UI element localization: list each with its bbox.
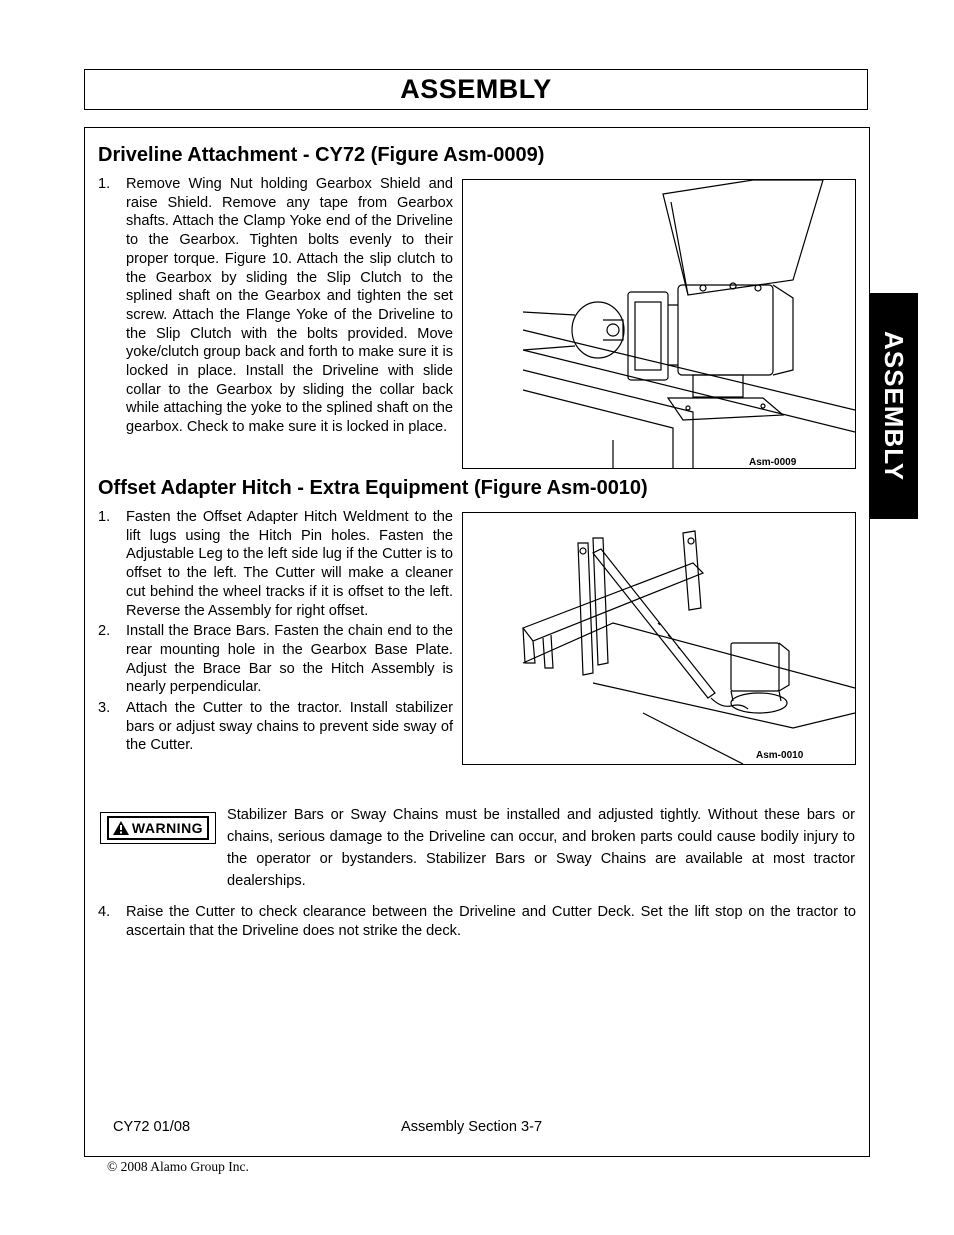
- warning-badge-label: WARNING: [131, 820, 204, 836]
- warning-triangle-icon: [113, 821, 129, 835]
- side-tab-label: ASSEMBLY: [879, 330, 909, 482]
- list-item: [98, 622, 453, 697]
- list-item: [98, 508, 453, 620]
- copyright: © 2008 Alamo Group Inc.: [107, 1159, 249, 1174]
- step-text: Attach the Cutter to the tractor. Install stabilizer bars or adjust sway chains to prevent side sway of the Cutter.: [126, 700, 453, 754]
- section2-steps: [98, 508, 453, 755]
- offset-hitch-illustration: [463, 513, 855, 764]
- list-item: [98, 699, 453, 755]
- warning-badge: [100, 812, 216, 844]
- step-text: Raise the Cutter to check clearance between the Driveline and Cutter Deck. Set the lift stop on the tractor to ascertain that the Driveline does not strike the deck.: [126, 904, 856, 939]
- figure-label: Asm-0009: [749, 457, 797, 468]
- page-header-title: ASSEMBLY: [400, 74, 552, 104]
- footer-model-date: CY72 01/08: [113, 1119, 191, 1135]
- gearbox-driveline-illustration: [463, 180, 855, 468]
- warning-text: Stabilizer Bars or Sway Chains must be installed and adjusted tightly. Without these bars or chains, serious damage to the Driveline can occur, and broken parts could cause bodily injury to the operator or bystanders. Stabilizer Bars or Sway Chains are available at most tractor dealerships.: [227, 807, 855, 889]
- footer-section-page: Assembly Section 3-7: [401, 1119, 543, 1135]
- list-item: [98, 903, 856, 940]
- step-text: Fasten the Offset Adapter Hitch Weldment to the lift lugs using the Hitch Pin holes. Fasten the Adjustable Leg to the left side lug if the Cutter is to offset to the left. The Cutter will make a cleaner cut behind the wheel tracks if it is offset to the left. Reverse the Assembly for right offset.: [126, 509, 453, 619]
- figure-label: Asm-0010: [756, 750, 804, 761]
- step-number: 3.: [98, 700, 111, 717]
- step-text: Install the Brace Bars. Fasten the chain end to the rear mounting hole in the Gearbox Base Plate. Adjust the Brace Bar so the Hitch Assembly is nearly perpendicular.: [126, 623, 453, 696]
- step4-list: [98, 903, 856, 940]
- step-number: 1.: [98, 509, 111, 525]
- figure-asm-0009: [462, 179, 856, 469]
- step-number: 2.: [98, 623, 111, 640]
- list-item: [98, 175, 453, 437]
- figure-asm-0010: [462, 512, 856, 765]
- step-number: 4.: [98, 904, 111, 920]
- step-text: Remove Wing Nut holding Gearbox Shield and raise Shield. Remove any tape from Gearbox shafts. Attach the Clamp Yoke end of the Driveline to the Gearbox. Tighten bolts evenly to their proper torque. Figure 10. Attach the slip clutch to the Gearbox by sliding the Slip Clutch to the splined shaft on the Gearbox and tighten the set screw. Attach the Flange Yoke of the Driveline to the Slip Clutch with the bolts provided. Move yoke/clutch group back and forth to make sure it is locked in place. Install the Driveline with slide collar to the Gearbox by sliding the collar back while attaching the yoke to the splined shaft on the gearbox. Check to make sure it is locked in place.: [126, 176, 453, 436]
- section-side-tab: [869, 293, 918, 519]
- section2-title: Offset Adapter Hitch - Extra Equipment (Figure Asm-0010): [98, 477, 648, 499]
- step-number: 1.: [98, 176, 111, 192]
- page-header: [84, 69, 868, 110]
- section1-title: Driveline Attachment - CY72 (Figure Asm-0009): [98, 144, 545, 166]
- section1-steps: [98, 175, 453, 437]
